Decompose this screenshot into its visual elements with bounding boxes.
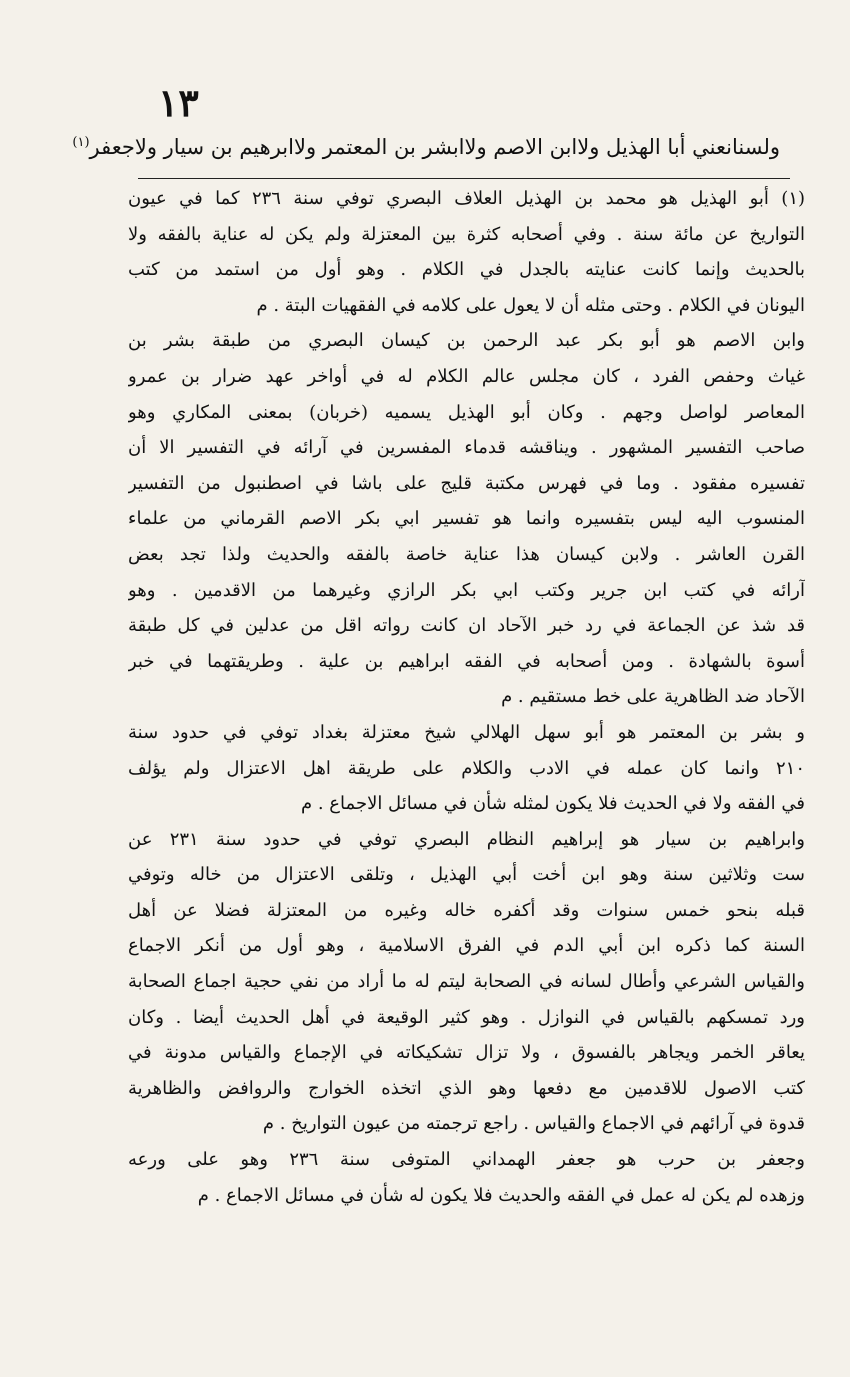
footnote-line: تفسيره مفقود . وما في فهرس مكتبة قليج على باشا في اصطنبول من التفسير (128, 472, 805, 494)
footnote-line: و بشر بن المعتمر هو أبو سهل الهلالي شيخ معتزلة بغداد توفي في حدود سنة (128, 721, 805, 743)
footnote-line: السنة كما ذكره ابن أبي الدم في الفرق الاسلامية ، وهو أول من أنكر الاجماع (128, 935, 805, 957)
footnote-line: قبله بنحو خمس سنوات وقد أكفره خاله وغيره من المعتزلة فضلا عن أهل (128, 899, 805, 921)
footnote-line: ست وثلاثين سنة وهو ابن أخت أبي الهذيل ، وتلقى الاعتزال من خاله وتوفي (128, 864, 805, 886)
footnote-line: ٢١٠ وانما كان عمله في الادب والكلام على طريقة اهل الاعتزال ولم يؤلف (128, 757, 805, 779)
footnote-line: القرن العاشر . ولابن كيسان هذا عناية خاصة بالفقه والحديث ولذا تجد بعض (128, 543, 805, 565)
footnote-line: المعاصر لواصل وجهم . وكان أبو الهذيل يسميه (خربان) بمعنى المكاري وهو (128, 401, 805, 423)
footnote-line: غياث وحفص الفرد ، كان مجلس عالم الكلام له في أواخر عهد ضرار بن عمرو (128, 365, 805, 387)
footnote-line: يعاقر الخمر ويجاهر بالفسوق ، ولا تزال تشكيكاته في الإجماع والقياس مدونة في (128, 1042, 805, 1064)
footnote-line: بالحديث وإنما كانت عنايته بالجدل في الكلام . وهو أول من استمد من كتب (128, 259, 805, 281)
footnote-line: وابن الاصم هو أبو بكر عبد الرحمن بن كيسان البصري من طبقة بشر بن (128, 330, 805, 352)
footnote-marker: (١) (72, 135, 90, 150)
footnote-line: قد شذ عن الجماعة في رد خبر الآحاد ان كانت رواته اقل من عدلين في كل طبقة (128, 615, 805, 637)
footnote-line: آرائه في كتب ابن جرير وكتب ابي بكر الرازي وغيرهما من الاقدمين . وهو (128, 579, 805, 601)
main-text: ولسنانعني أبا الهذيل ولاابن الاصم ولاابشر بن المعتمر ولاابرهيم بن سيار ولاجعفر (89, 135, 780, 159)
footnote-line: (١) أبو الهذيل هو محمد بن الهذيل العلاف البصري توفي سنة ٢٣٦ كما في عيون (128, 188, 805, 209)
footnote-line: وجعفر بن حرب هو جعفر الهمداني المتوفى سنة ٢٣٦ وهو على ورعه (128, 1149, 805, 1171)
footnote-line: التواريخ عن مائة سنة . وفي أصحابه كثرة بين المعتزلة ولم يكن له عناية بالفقه ولا (128, 223, 805, 245)
footnote-separator (138, 178, 790, 179)
footnote-line: والقياس الشرعي وأطال لسانه في الصحابة ليتم له ما أراد من نفي حجية اجماع الصحابة (128, 971, 805, 993)
footnote-line: قدوة في آرائهم في الاجماع والقياس . راجع ترجمته من عيون التواريخ . م (262, 1113, 805, 1135)
footnote-line: اليونان في الكلام . وحتى مثله أن لا يعول على كلامه في الفقهيات البتة . م (256, 294, 805, 316)
footnote-line: كتب الاصول للاقدمين مع دفعها وهو الذي اتخذه الخوارج والروافض والظاهرية (128, 1077, 805, 1099)
footnote-line: صاحب التفسير المشهور . ويناقشه قدماء المفسرين في آرائه في التفسير الا أن (128, 437, 805, 459)
footnote-line: أسوة بالشهادة . ومن أصحابه في الفقه ابراهيم بن علية . وطريقتهما في خبر (128, 650, 805, 672)
footnote-line: الآحاد ضد الظاهرية على خط مستقيم . م (501, 686, 805, 708)
footnote-line: ورد تمسكهم بالقياس في النوازل . وهو كثير الوقيعة في أهل الحديث أيضا . وكان (128, 1006, 805, 1028)
footnote-line: وابراهيم بن سيار هو إبراهيم النظام البصري توفي في حدود سنة ٢٣١ عن (128, 828, 805, 850)
footnotes-block (128, 181, 805, 1213)
footnote-line: المنسوب اليه ليس بتفسيره وانما هو تفسير ابي بكر الاصم القرماني من علماء (128, 508, 805, 530)
page-number: ١٣ (158, 80, 199, 125)
footnote-line: في الفقه ولا في الحديث فلا يكون لمثله شأن في مسائل الاجماع . م (301, 793, 805, 815)
footnote-line: وزهده لم يكن له عمل في الفقه والحديث فلا يكون له شأن في مسائل الاجماع . م (197, 1184, 805, 1206)
main-text-line (60, 125, 780, 165)
